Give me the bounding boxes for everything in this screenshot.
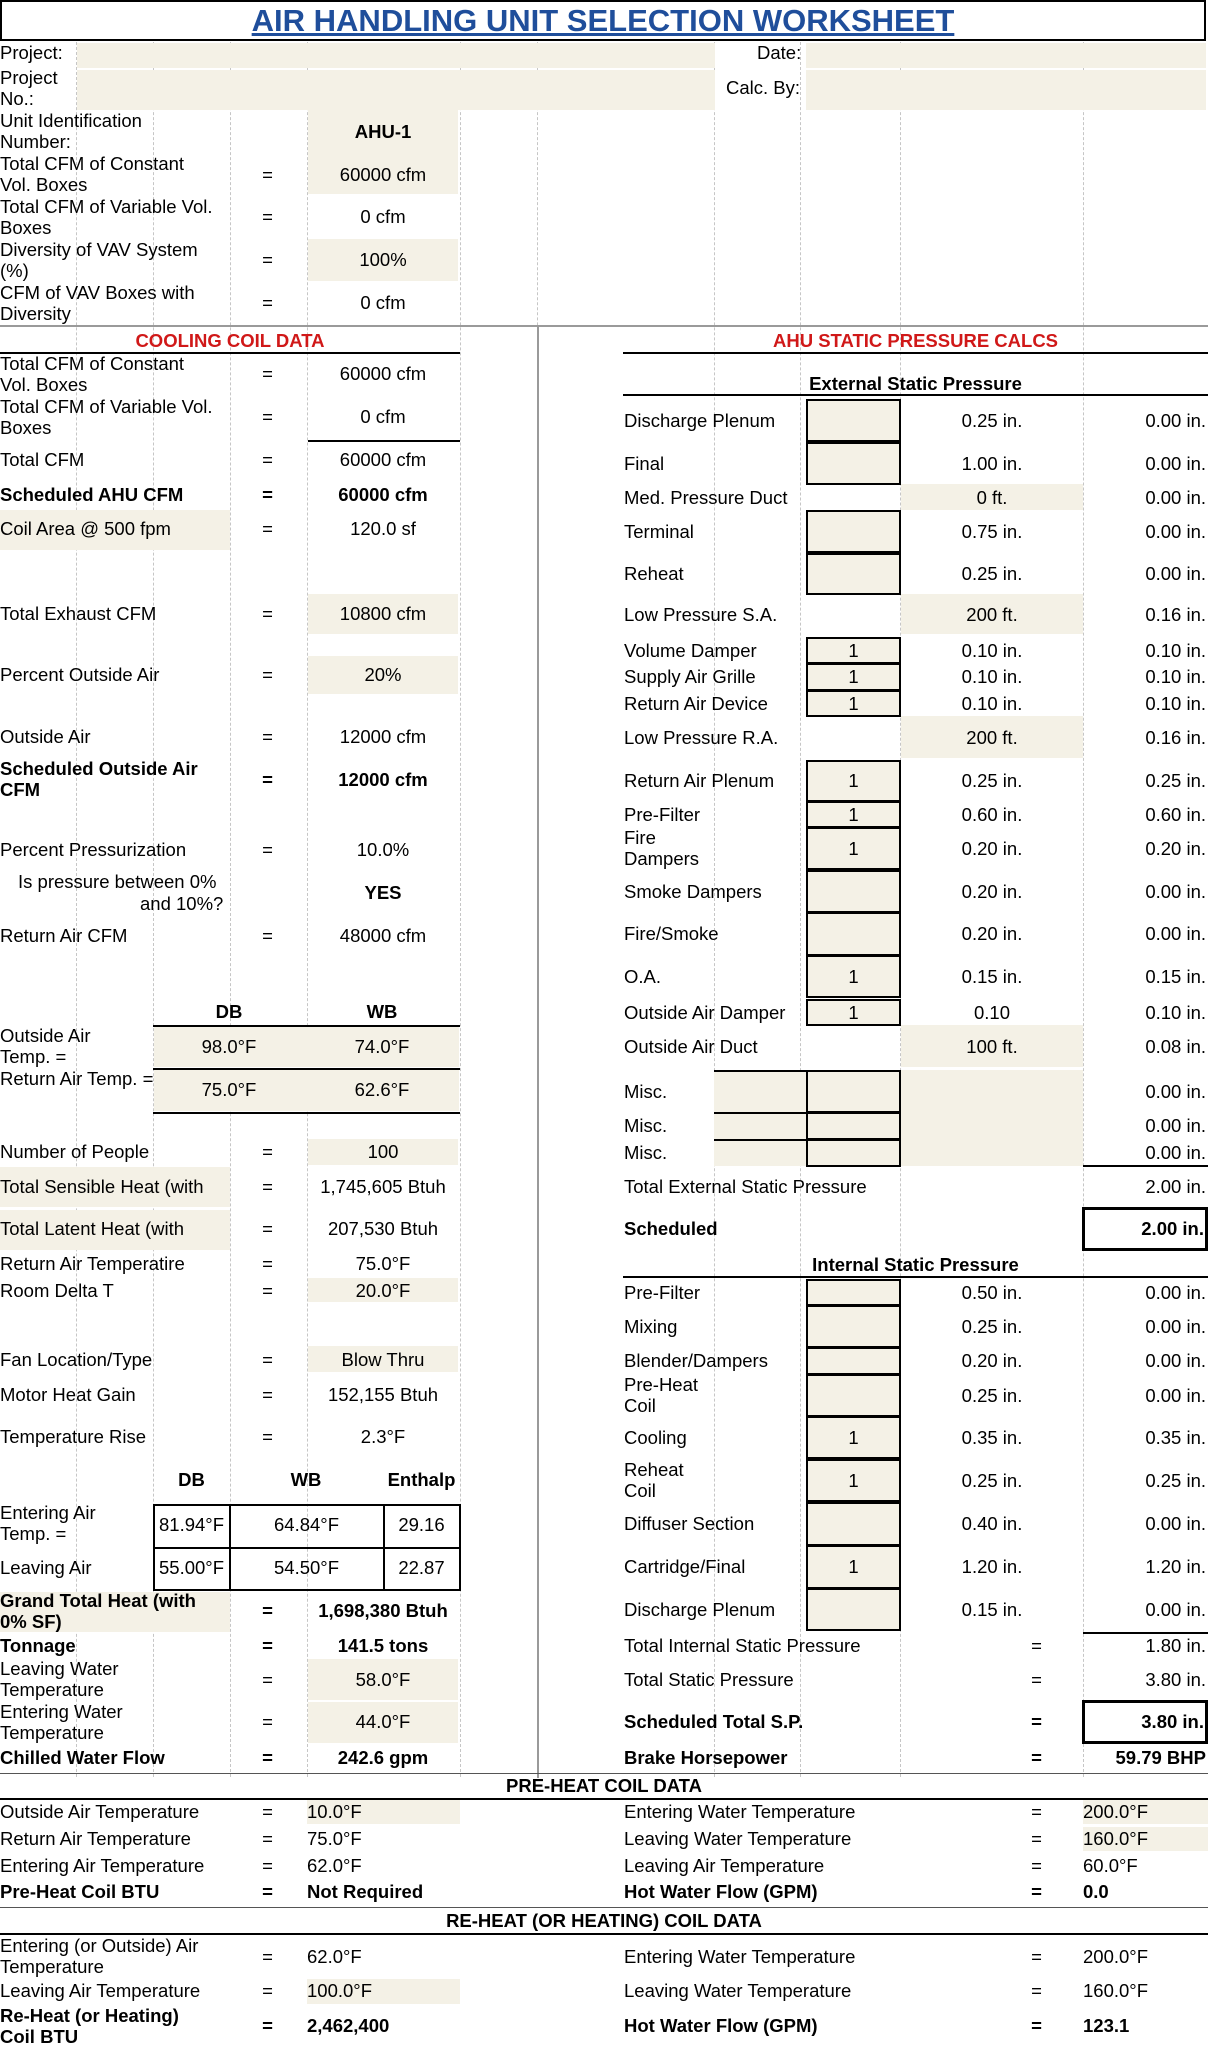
- vav-div-label: CFM of VAV Boxes with Diversity: [0, 282, 195, 324]
- equals-sign: =: [262, 1711, 273, 1732]
- equals-sign: =: [262, 1855, 273, 1876]
- qty-value: 1: [848, 770, 859, 791]
- unit-value: 0 ft.: [976, 487, 1008, 508]
- grand-total-value: 1,698,380 Btuh: [318, 1600, 448, 1621]
- qty-input[interactable]: [806, 1588, 901, 1631]
- equals-sign: =: [262, 1801, 273, 1822]
- equals-sign: =: [1031, 1855, 1042, 1876]
- motor-label: Motor Heat Gain: [0, 1384, 136, 1405]
- preheat-oat-label: Outside Air Temperature: [0, 1801, 200, 1822]
- preheat-oat-value: 10.0°F: [307, 1801, 362, 1822]
- bhp-label: Brake Horsepower: [624, 1747, 788, 1768]
- pressure-item-label: Misc.: [624, 1115, 668, 1136]
- unit-value: 0.20 in.: [961, 838, 1023, 859]
- equals-sign: =: [262, 1349, 273, 1370]
- page-title: AIR HANDLING UNIT SELECTION WORKSHEET: [0, 0, 1206, 41]
- exhaust-value: 10800 cfm: [339, 603, 427, 624]
- preheat-lat-label: Leaving Air Temperature: [624, 1855, 825, 1876]
- total-value: 0.00 in.: [1145, 923, 1206, 944]
- unit-value: 0.75 in.: [961, 521, 1023, 542]
- reheat-lat-value: 100.0°F: [307, 1980, 372, 2001]
- unit-value: 0.25 in.: [961, 410, 1023, 431]
- unit-value: 0.25 in.: [961, 563, 1023, 584]
- preheat-ewt-value: 200.0°F: [1083, 1801, 1148, 1822]
- unit-value: 1.00 in.: [961, 453, 1023, 474]
- ra-cfm-label: Return Air CFM: [0, 925, 128, 946]
- qty-value: 1: [848, 1427, 859, 1448]
- reheat-ewt-label: Entering Water Temperature: [624, 1946, 856, 1967]
- qty-input[interactable]: [806, 553, 901, 595]
- equals-sign: =: [1031, 1747, 1042, 1768]
- preheat-eat-value: 62.0°F: [307, 1855, 362, 1876]
- equals-sign: =: [1031, 1946, 1042, 1967]
- unit-value: 100 ft.: [966, 1036, 1018, 1057]
- var-cfm-value: 0 cfm: [360, 206, 406, 227]
- lat-heat-label: Total Latent Heat (with: [0, 1218, 185, 1239]
- pressure-item-label: Misc.: [624, 1081, 668, 1102]
- delta-label: Room Delta T: [0, 1280, 114, 1301]
- misc-desc-input[interactable]: [714, 1139, 806, 1166]
- qty-input[interactable]: [806, 399, 901, 442]
- qty-input[interactable]: [806, 1279, 901, 1306]
- lat-heat-value: 207,530 Btuh: [327, 1218, 439, 1239]
- lwt-label: Leaving Water Temperature: [0, 1658, 119, 1700]
- section-divider: [0, 325, 1208, 327]
- equals-sign: =: [262, 1881, 273, 1902]
- total-value: 0.35 in.: [1145, 1427, 1206, 1448]
- preheat-btu-label: Pre-Heat Coil BTU: [0, 1881, 160, 1902]
- reheat-eat-value: 62.0°F: [307, 1946, 362, 1967]
- preheat-hw-label: Hot Water Flow (GPM): [624, 1881, 818, 1902]
- unit-value: 0.35 in.: [961, 1427, 1023, 1448]
- pressure-item-label: Diffuser Section: [624, 1513, 755, 1534]
- pressure-item-label: Volume Damper: [624, 640, 757, 661]
- qty-value: 1: [848, 1002, 859, 1023]
- fan-label: Fan Location/Type: [0, 1349, 153, 1370]
- entering-db-value: 81.94°F: [159, 1514, 224, 1535]
- sched-cfm-value: 60000 cfm: [338, 484, 428, 505]
- project-no-input[interactable]: [77, 70, 715, 110]
- sched-sp-label: Scheduled Total S.P.: [624, 1711, 804, 1732]
- pressure-item-label: Supply Air Grille: [624, 666, 756, 687]
- equals-sign: =: [262, 1600, 273, 1621]
- equals-sign: =: [262, 726, 273, 747]
- fan-value: Blow Thru: [341, 1349, 425, 1370]
- total-value: 0.25 in.: [1145, 770, 1206, 791]
- coil-enthalpy-header: Enthalp: [387, 1469, 456, 1490]
- equals-sign: =: [262, 406, 273, 427]
- oa-wb-value: 74.0°F: [354, 1036, 410, 1057]
- total-value: 0.20 in.: [1145, 838, 1206, 859]
- entering-air-label: Entering Air Temp. =: [0, 1502, 96, 1544]
- total-value: 0.00 in.: [1145, 1599, 1206, 1620]
- reheat-btu-value: 2,462,400: [307, 2015, 390, 2036]
- ra-temp-label: Return Air Temp. =: [0, 1068, 154, 1089]
- qty-input[interactable]: [806, 510, 901, 553]
- press-question-line1: Is pressure between 0%: [18, 871, 217, 892]
- equals-sign: =: [262, 1253, 273, 1274]
- equals-sign: =: [262, 1747, 273, 1768]
- total-value: 0.00 in.: [1145, 563, 1206, 584]
- coil-db-header: DB: [178, 1469, 205, 1490]
- qty-input[interactable]: [806, 1070, 901, 1113]
- pressure-item-label: Misc.: [624, 1142, 668, 1163]
- column-divider: [537, 326, 539, 1778]
- date-label: Date:: [757, 42, 802, 63]
- total-value: 0.10 in.: [1145, 666, 1206, 687]
- db-header: DB: [215, 1001, 243, 1022]
- coil-wb-header: WB: [290, 1469, 322, 1490]
- equals-sign: =: [1031, 1980, 1042, 2001]
- ext-heading: External Static Pressure: [809, 373, 1022, 394]
- sched-oa-value: 12000 cfm: [338, 769, 428, 790]
- total-value: 0.10 in.: [1145, 640, 1206, 661]
- pressure-item-label: Smoke Dampers: [624, 881, 762, 902]
- leaving-enthalpy-value: 22.87: [398, 1557, 445, 1578]
- preheat-heading: PRE-HEAT COIL DATA: [506, 1775, 702, 1796]
- oa-label: Outside Air: [0, 726, 91, 747]
- qty-input[interactable]: [806, 1112, 901, 1140]
- pressure-item-label: Cooling: [624, 1427, 687, 1448]
- equals-sign: =: [262, 1828, 273, 1849]
- qty-value: 1: [848, 838, 859, 859]
- cooling-heading: COOLING COIL DATA: [135, 330, 325, 351]
- total-value: 0.00 in.: [1145, 410, 1206, 431]
- pressure-item-label: Pre-Filter: [624, 804, 701, 825]
- ra-db-value: 75.0°F: [201, 1079, 257, 1100]
- total-sp-label: Total Static Pressure: [624, 1669, 794, 1690]
- equals-sign: =: [1031, 2015, 1042, 2036]
- chw-value: 242.6 gpm: [337, 1747, 429, 1768]
- ra-temp2-label: Return Air Temperatire: [0, 1253, 185, 1274]
- total-cfm-value: 60000 cfm: [339, 449, 427, 470]
- unit-id-value: AHU-1: [354, 121, 412, 142]
- pct-oa-label: Percent Outside Air: [0, 664, 160, 685]
- unit-value: 0.25 in.: [961, 770, 1023, 791]
- pressure-item-label: Low Pressure S.A.: [624, 604, 778, 625]
- unit-value: 0.25 in.: [961, 1385, 1023, 1406]
- pressure-item-label: Outside Air Duct: [624, 1036, 758, 1057]
- total-value: 0.10 in.: [1145, 1002, 1206, 1023]
- leaving-db-value: 55.00°F: [159, 1557, 224, 1578]
- preheat-rat-label: Return Air Temperature: [0, 1828, 191, 1849]
- total-value: 0.08 in.: [1145, 1036, 1206, 1057]
- unit-value: 0.25 in.: [961, 1316, 1023, 1337]
- equals-sign: =: [262, 249, 273, 270]
- sched-sp-value: 3.80 in.: [1141, 1711, 1204, 1732]
- total-value: 0.00 in.: [1145, 1350, 1206, 1371]
- pressure-item-label: Discharge Plenum: [624, 410, 776, 431]
- total-value: 1.20 in.: [1145, 1556, 1206, 1577]
- pressure-item-label: Pre-Filter: [624, 1282, 701, 1303]
- unit-value: 0.15 in.: [961, 966, 1023, 987]
- equals-sign: =: [1031, 1635, 1042, 1656]
- total-ext-label: Total External Static Pressure: [624, 1176, 867, 1197]
- scheduled-value: 2.00 in.: [1141, 1218, 1204, 1239]
- lwt-value: 58.0°F: [355, 1669, 411, 1690]
- equals-sign: =: [262, 839, 273, 860]
- rise-label: Temperature Rise: [0, 1426, 147, 1447]
- ra-wb-value: 62.6°F: [354, 1079, 410, 1100]
- pressure-item-label: O.A.: [624, 966, 662, 987]
- equals-sign: =: [262, 484, 273, 505]
- reheat-btu-label: Re-Heat (or Heating) Coil BTU: [0, 2005, 179, 2047]
- vav-div-value: 0 cfm: [360, 292, 406, 313]
- pressure-item-label: Final: [624, 453, 665, 474]
- total-value: 0.15 in.: [1145, 966, 1206, 987]
- equals-sign: =: [262, 518, 273, 539]
- unit-value: 200 ft.: [966, 604, 1018, 625]
- total-sp-value: 3.80 in.: [1145, 1669, 1206, 1690]
- pressure-item-label: Outside Air Damper: [624, 1002, 786, 1023]
- total-ext-value: 2.00 in.: [1145, 1176, 1206, 1197]
- equals-sign: =: [262, 1218, 273, 1239]
- total-value: 0.00 in.: [1145, 1282, 1206, 1303]
- unit-value: 0.25 in.: [961, 1470, 1023, 1491]
- equals-sign: =: [262, 1635, 273, 1656]
- qty-value: 1: [848, 640, 859, 661]
- reheat-lat-label: Leaving Air Temperature: [0, 1980, 201, 2001]
- total-int-value: 1.80 in.: [1145, 1635, 1206, 1656]
- preheat-ewt-label: Entering Water Temperature: [624, 1801, 856, 1822]
- diversity-value: 100%: [359, 249, 407, 270]
- wb-header: WB: [366, 1001, 398, 1022]
- preheat-hw-value: 0.0: [1083, 1881, 1109, 1902]
- reheat-eat-label: Entering (or Outside) Air Temperature: [0, 1935, 199, 1977]
- reheat-hw-label: Hot Water Flow (GPM): [624, 2015, 818, 2036]
- equals-sign: =: [262, 206, 273, 227]
- equals-sign: =: [262, 164, 273, 185]
- unit-value: 0.15 in.: [961, 1599, 1023, 1620]
- preheat-lwt-label: Leaving Water Temperature: [624, 1828, 852, 1849]
- unit-value: 0.20 in.: [961, 881, 1023, 902]
- scheduled-label: Scheduled: [624, 1218, 718, 1239]
- int-heading: Internal Static Pressure: [812, 1254, 1019, 1275]
- reheat-ewt-value: 200.0°F: [1083, 1946, 1148, 1967]
- pressure-item-label: Low Pressure R.A.: [624, 727, 779, 748]
- project-label: Project:: [0, 42, 63, 63]
- total-cfm-label: Total CFM: [0, 449, 85, 470]
- unit-value: 0.40 in.: [961, 1513, 1023, 1534]
- press-question-line2: and 10%?: [140, 893, 224, 914]
- unit-value: 0.20 in.: [961, 1350, 1023, 1371]
- sens-heat-label: Total Sensible Heat (with: [0, 1176, 204, 1197]
- qty-value: 1: [848, 693, 859, 714]
- equals-sign: =: [1031, 1801, 1042, 1822]
- cooling-var-cfm-label: Total CFM of Variable Vol. Boxes: [0, 396, 213, 438]
- equals-sign: =: [1031, 1828, 1042, 1849]
- cooling-var-cfm-value: 0 cfm: [360, 406, 406, 427]
- total-value: 0.00 in.: [1145, 487, 1206, 508]
- exhaust-label: Total Exhaust CFM: [0, 603, 157, 624]
- sched-cfm-label: Scheduled AHU CFM: [0, 484, 184, 505]
- unit-value: 200 ft.: [966, 727, 1018, 748]
- oa-db-value: 98.0°F: [201, 1036, 257, 1057]
- reheat-lwt-value: 160.0°F: [1083, 1980, 1148, 2001]
- qty-value: 1: [848, 966, 859, 987]
- equals-sign: =: [262, 925, 273, 946]
- oa-value: 12000 cfm: [339, 726, 427, 747]
- const-cfm-value: 60000 cfm: [339, 164, 427, 185]
- coil-area-label: Coil Area @ 500 fpm: [0, 518, 171, 539]
- pressure-item-label: Discharge Plenum: [624, 1599, 776, 1620]
- motor-value: 152,155 Btuh: [327, 1384, 439, 1405]
- equals-sign: =: [262, 449, 273, 470]
- equals-sign: =: [262, 1141, 273, 1162]
- press-answer: YES: [364, 882, 402, 903]
- total-value: 0.00 in.: [1145, 1316, 1206, 1337]
- preheat-lwt-value: 160.0°F: [1083, 1828, 1148, 1849]
- diversity-label: Diversity of VAV System (%): [0, 239, 198, 281]
- static-heading: AHU STATIC PRESSURE CALCS: [772, 330, 1059, 351]
- pressure-item-label: Pre-Heat Coil: [624, 1374, 699, 1416]
- qty-value: 1: [848, 804, 859, 825]
- unit-value: 0.10 in.: [961, 640, 1023, 661]
- rise-value: 2.3°F: [360, 1426, 406, 1447]
- people-label: Number of People: [0, 1141, 150, 1162]
- unit-value: 0.50 in.: [961, 1282, 1023, 1303]
- date-input[interactable]: [806, 43, 1206, 68]
- equals-sign: =: [1031, 1881, 1042, 1902]
- equals-sign: =: [262, 1980, 273, 2001]
- qty-value: 1: [848, 1470, 859, 1491]
- pressure-item-label: Return Air Device: [624, 693, 768, 714]
- qty-input[interactable]: [806, 442, 901, 485]
- equals-sign: =: [262, 664, 273, 685]
- entering-wb-value: 64.84°F: [274, 1514, 339, 1535]
- qty-value: 1: [848, 666, 859, 687]
- chw-label: Chilled Water Flow: [0, 1747, 165, 1768]
- total-value: 0.60 in.: [1145, 804, 1206, 825]
- oa-temp-label: Outside Air Temp. =: [0, 1025, 91, 1067]
- qty-input[interactable]: [806, 1139, 901, 1167]
- equals-sign: =: [262, 1280, 273, 1301]
- misc-desc-input[interactable]: [714, 1070, 806, 1112]
- pressure-item-label: Cartridge/Final: [624, 1556, 746, 1577]
- qty-input[interactable]: [806, 1305, 901, 1348]
- pressure-item-label: Blender/Dampers: [624, 1350, 768, 1371]
- pressure-item-label: Fire Dampers: [624, 827, 700, 869]
- pressure-item-label: Fire/Smoke: [624, 923, 719, 944]
- pct-press-label: Percent Pressurization: [0, 839, 187, 860]
- const-cfm-label: Total CFM of Constant Vol. Boxes: [0, 153, 185, 195]
- equals-sign: =: [262, 1946, 273, 1967]
- total-value: 0.00 in.: [1145, 1385, 1206, 1406]
- equals-sign: =: [262, 1669, 273, 1690]
- reheat-hw-value: 123.1: [1083, 2015, 1130, 2036]
- entering-enthalpy-value: 29.16: [398, 1514, 445, 1535]
- calc-by-label: Calc. By:: [726, 77, 801, 98]
- coil-area-value: 120.0 sf: [350, 518, 416, 539]
- preheat-rat-value: 75.0°F: [307, 1828, 362, 1849]
- ewt-label: Entering Water Temperature: [0, 1701, 123, 1743]
- pressure-item-label: Reheat: [624, 563, 684, 584]
- sched-oa-label: Scheduled Outside Air CFM: [0, 758, 198, 800]
- unit-value: 0.60 in.: [961, 804, 1023, 825]
- reheat-lwt-label: Leaving Water Temperature: [624, 1980, 852, 2001]
- unit-value: 0.10 in.: [961, 693, 1023, 714]
- equals-sign: =: [262, 769, 273, 790]
- qty-input[interactable]: [806, 1502, 901, 1546]
- total-value: 0.16 in.: [1145, 727, 1206, 748]
- total-value: 0.00 in.: [1145, 1115, 1206, 1136]
- unit-value: 0.10: [973, 1002, 1010, 1023]
- misc-desc-input[interactable]: [714, 1112, 806, 1139]
- total-value: 0.00 in.: [1145, 521, 1206, 542]
- preheat-btu-value: Not Required: [307, 1881, 424, 1902]
- pressure-item-label: Med. Pressure Duct: [624, 487, 788, 508]
- equals-sign: =: [262, 363, 273, 384]
- equals-sign: =: [1031, 1711, 1042, 1732]
- project-no-label: Project No.:: [0, 67, 58, 109]
- qty-value: 1: [848, 1556, 859, 1577]
- equals-sign: =: [1031, 1669, 1042, 1690]
- var-cfm-label: Total CFM of Variable Vol. Boxes: [0, 196, 213, 238]
- leaving-wb-value: 54.50°F: [274, 1557, 339, 1578]
- qty-input[interactable]: [806, 1347, 901, 1375]
- unit-value: 1.20 in.: [961, 1556, 1023, 1577]
- equals-sign: =: [262, 603, 273, 624]
- total-value: 0.00 in.: [1145, 1142, 1206, 1163]
- tonnage-value: 141.5 tons: [337, 1635, 429, 1656]
- bhp-value: 59.79 BHP: [1115, 1747, 1206, 1768]
- total-value: 0.00 in.: [1145, 1081, 1206, 1102]
- sens-heat-value: 1,745,605 Btuh: [320, 1176, 446, 1197]
- qty-input[interactable]: [806, 1374, 901, 1417]
- pressure-item-label: Reheat Coil: [624, 1459, 684, 1501]
- total-value: 0.25 in.: [1145, 1470, 1206, 1491]
- pressure-item-label: Terminal: [624, 521, 694, 542]
- pressure-item-label: Return Air Plenum: [624, 770, 775, 791]
- calc-by-input[interactable]: [806, 70, 1206, 110]
- total-value: 0.00 in.: [1145, 453, 1206, 474]
- total-value: 0.00 in.: [1145, 881, 1206, 902]
- ewt-value: 44.0°F: [355, 1711, 411, 1732]
- equals-sign: =: [262, 1176, 273, 1197]
- preheat-eat-label: Entering Air Temperature: [0, 1855, 205, 1876]
- equals-sign: =: [262, 1384, 273, 1405]
- total-value: 0.10 in.: [1145, 693, 1206, 714]
- equals-sign: =: [262, 2015, 273, 2036]
- equals-sign: =: [262, 292, 273, 313]
- pct-oa-value: 20%: [364, 664, 402, 685]
- cooling-const-cfm-value: 60000 cfm: [339, 363, 427, 384]
- preheat-lat-value: 60.0°F: [1083, 1855, 1138, 1876]
- people-value: 100: [367, 1141, 399, 1162]
- qty-input[interactable]: [806, 912, 901, 956]
- equals-sign: =: [262, 1426, 273, 1447]
- unit-value: 0.20 in.: [961, 923, 1023, 944]
- unit-id-label: Unit Identification Number:: [0, 110, 142, 152]
- pct-press-value: 10.0%: [356, 839, 410, 860]
- qty-input[interactable]: [806, 870, 901, 913]
- unit-value: 0.10 in.: [961, 666, 1023, 687]
- cooling-const-cfm-label: Total CFM of Constant Vol. Boxes: [0, 353, 185, 395]
- total-int-label: Total Internal Static Pressure: [624, 1635, 861, 1656]
- reheat-heading: RE-HEAT (OR HEATING) COIL DATA: [446, 1910, 762, 1931]
- grand-total-label: Grand Total Heat (with 0% SF): [0, 1590, 196, 1632]
- ra-cfm-value: 48000 cfm: [339, 925, 427, 946]
- project-input[interactable]: [77, 43, 715, 68]
- total-value: 0.16 in.: [1145, 604, 1206, 625]
- total-value: 0.00 in.: [1145, 1513, 1206, 1534]
- tonnage-label: Tonnage: [0, 1635, 76, 1656]
- leaving-air-label: Leaving Air: [0, 1557, 92, 1578]
- ra-temp2-value: 75.0°F: [355, 1253, 411, 1274]
- pressure-item-label: Mixing: [624, 1316, 678, 1337]
- delta-value: 20.0°F: [355, 1280, 411, 1301]
